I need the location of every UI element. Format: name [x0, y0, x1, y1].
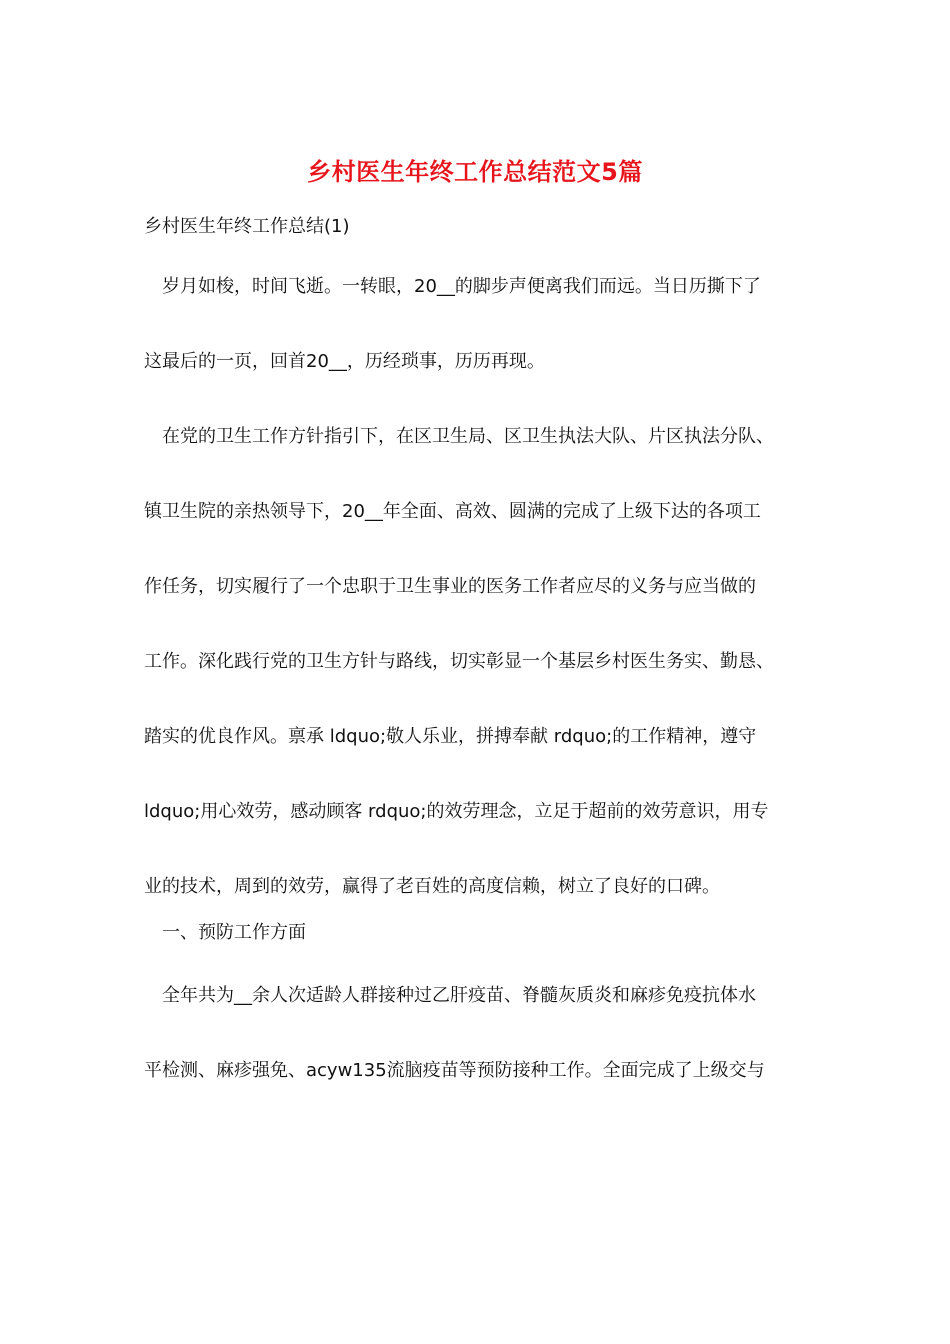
paragraph-2 [144, 399, 814, 924]
paragraph-line: 在党的卫生工作方针指引下，在区卫生局、区卫生执法大队、片区执法分队、 [162, 426, 774, 447]
paragraph-1 [144, 249, 814, 399]
article-subheading: 乡村医生年终工作总结(1) [144, 216, 350, 237]
paragraph-line: 业的技术，周到的效劳，赢得了老百姓的高度信赖，树立了良好的口碑。 [144, 876, 720, 897]
paragraph-line: 岁月如梭，时间飞逝。一转眼，20__的脚步声便离我们而远。当日历撕下了 [162, 276, 761, 297]
paragraph-line: 这最后的一页，回首20__，历经琐事，历历再现。 [144, 351, 545, 372]
paragraph-line: 镇卫生院的亲热领导下，20__年全面、高效、圆满的完成了上级下达的各项工 [144, 501, 761, 522]
section-1 [144, 908, 814, 958]
paragraph-3 [144, 958, 814, 1108]
section-heading: 一、预防工作方面 [162, 922, 306, 943]
paragraph-line: ldquo;用心效劳，感动顾客 rdquo;的效劳理念，立足于超前的效劳意识，用专 [144, 801, 769, 822]
paragraph-line: 平检测、麻疹强免、acyw135流脑疫苗等预防接种工作。全面完成了上级交与 [144, 1060, 765, 1081]
paragraph-line: 工作。深化践行党的卫生方针与路线，切实彰显一个基层乡村医生务实、勤恳、 [144, 651, 774, 672]
paragraph-line: 踏实的优良作风。禀承 ldquo;敬人乐业，拼搏奉献 rdquo;的工作精神，遵守 [144, 726, 757, 747]
paragraph-line: 作任务，切实履行了一个忠职于卫生事业的医务工作者应尽的义务与应当做的 [144, 576, 756, 597]
document-title: 乡村医生年终工作总结范文5篇 [307, 158, 643, 186]
paragraph-line: 全年共为__余人次适龄人群接种过乙肝疫苗、脊髓灰质炎和麻疹免疫抗体水 [162, 985, 756, 1006]
